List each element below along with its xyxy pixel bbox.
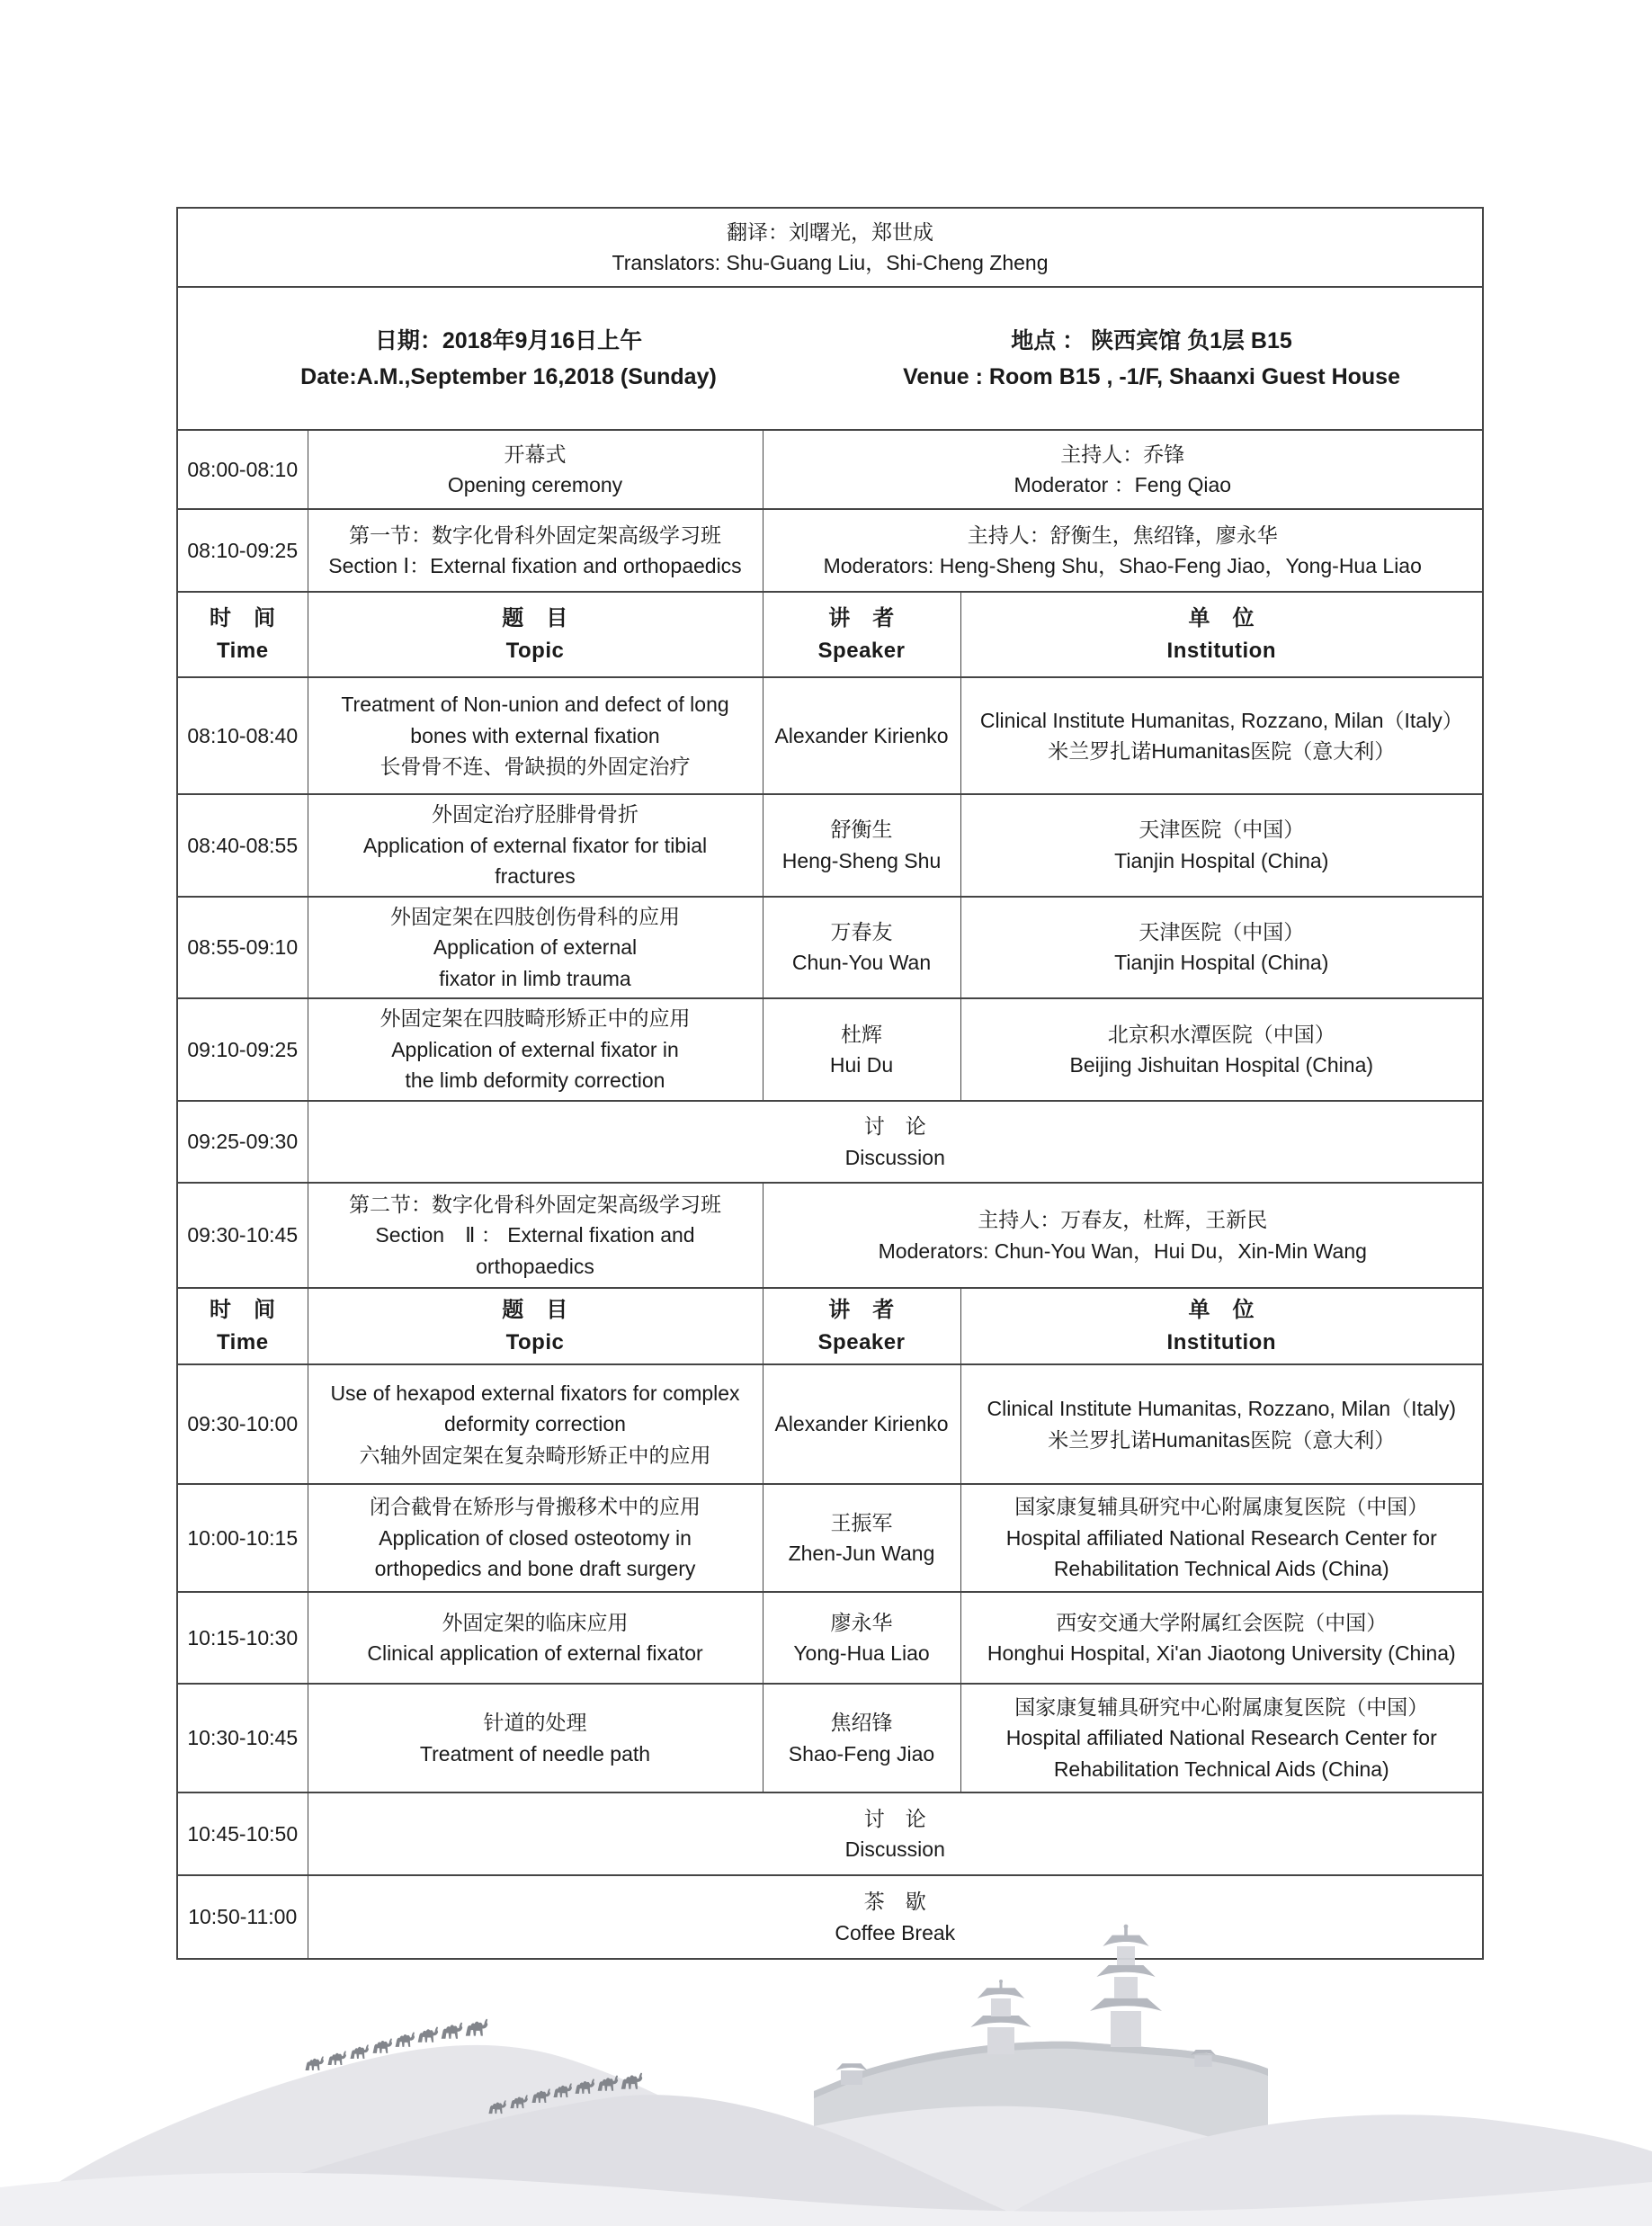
time-cell: 10:30-10:45 xyxy=(177,1684,308,1792)
speaker-cell: 万春友 Chun-You Wan xyxy=(763,897,960,999)
section-title-cell: 第二节：数字化骨科外固定架高级学习班 Section Ⅱ ： External fixation and orthopaedics xyxy=(308,1183,763,1288)
discussion-row xyxy=(177,1792,1483,1875)
discussion-cell: 讨 论 Discussion xyxy=(308,1101,1483,1183)
moderators-cell: 主持人：舒衡生，焦绍锋，廖永华 Moderators: Heng-Sheng Shu，Shao-Feng Jiao，Yong-Hua Liao xyxy=(763,509,1483,592)
topic-cell: Use of hexapod external fixators for complex deformity correction 六轴外固定架在复杂畸形矫正中的应用 xyxy=(308,1364,763,1484)
moderators-cell: 主持人：乔锋 Moderator ：Feng Qiao xyxy=(763,430,1483,509)
speaker-header: 讲 者 Speaker xyxy=(763,1288,960,1364)
topic-cell: 外固定治疗胫腓骨骨折 Application of external fixator for tibial fractures xyxy=(308,794,763,897)
section-title-cell: 第一节：数字化骨科外固定架高级学习班 Section Ⅰ：External fixation and orthopaedics xyxy=(308,509,763,592)
time-header: 时 间 Time xyxy=(177,592,308,677)
time-cell: 10:45-10:50 xyxy=(177,1792,308,1875)
time-cell: 10:50-11:00 xyxy=(177,1875,308,1959)
translators-row xyxy=(177,208,1483,287)
talk-row xyxy=(177,1684,1483,1792)
topic-cell: 针道的处理 Treatment of needle path xyxy=(308,1684,763,1792)
date-venue-cell xyxy=(177,287,1483,430)
institution-cell: Clinical Institute Humanitas, Rozzano, Milan（Italy） 米兰罗扎诺Humanitas医院（意大利） xyxy=(960,677,1483,794)
time-cell: 10:15-10:30 xyxy=(177,1592,308,1684)
institution-cell: Clinical Institute Humanitas, Rozzano, Milan（Italy) 米兰罗扎诺Humanitas医院（意大利） xyxy=(960,1364,1483,1484)
talk-row xyxy=(177,1364,1483,1484)
silk-road-artwork xyxy=(0,1871,1652,2226)
talk-row xyxy=(177,998,1483,1101)
talk-row xyxy=(177,677,1483,794)
topic-cell: 外固定架在四肢畸形矫正中的应用 Application of external fixator in the limb deformity correction xyxy=(308,998,763,1101)
topic-cell: 外固定架在四肢创伤骨科的应用 Application of external fixator in limb trauma xyxy=(308,897,763,999)
moderators-cell: 主持人：万春友，杜辉，王新民 Moderators: Chun-You Wan，Hui Du，Xin-Min Wang xyxy=(763,1183,1483,1288)
topic-cell: 开幕式 Opening ceremony xyxy=(308,430,763,509)
institution-cell: 天津医院（中国） Tianjin Hospital (China) xyxy=(960,794,1483,897)
date-text: 日期：2018年9月16日上午 Date:A.M.,September 16,2018 (Sunday) xyxy=(300,327,717,389)
translators-cell: 翻译：刘曙光，郑世成 Translators: Shu-Guang Liu，Shi-Cheng Zheng xyxy=(177,208,1483,287)
institution-header: 单 位 Institution xyxy=(960,1288,1483,1364)
time-cell: 09:30-10:00 xyxy=(177,1364,308,1484)
opening-ceremony-row xyxy=(177,430,1483,509)
topic-header: 题 目 Topic xyxy=(308,592,763,677)
discussion-row xyxy=(177,1101,1483,1183)
speaker-cell: 廖永华 Yong-Hua Liao xyxy=(763,1592,960,1684)
venue-text: 地点 ： 陕西宾馆 负1层 B15 Venue : Room B15 , -1/F, Shaanxi Guest House xyxy=(903,327,1400,389)
talk-row xyxy=(177,897,1483,999)
talk-row xyxy=(177,1592,1483,1684)
institution-cell: 西安交通大学附属红会医院（中国） Honghui Hospital, Xi'an Jiaotong University (China) xyxy=(960,1592,1483,1684)
speaker-cell: 舒衡生 Heng-Sheng Shu xyxy=(763,794,960,897)
time-cell: 08:40-08:55 xyxy=(177,794,308,897)
talk-row xyxy=(177,794,1483,897)
coffee-break-cell: 茶 歇 Coffee Break xyxy=(308,1875,1483,1959)
time-cell: 08:00-08:10 xyxy=(177,430,308,509)
date-venue-row xyxy=(177,287,1483,430)
schedule-table xyxy=(176,207,1484,1960)
discussion-cell: 讨 论 Discussion xyxy=(308,1792,1483,1875)
time-cell: 10:00-10:15 xyxy=(177,1484,308,1592)
column-header-row xyxy=(177,592,1483,677)
time-cell: 08:10-08:40 xyxy=(177,677,308,794)
topic-cell: 外固定架的临床应用 Clinical application of external fixator xyxy=(308,1592,763,1684)
institution-cell: 国家康复辅具研究中心附属康复医院（中国） Hospital affiliated National Research Center for Rehabilitation Technical Aids (China) xyxy=(960,1484,1483,1592)
time-header: 时 间 Time xyxy=(177,1288,308,1364)
institution-cell: 国家康复辅具研究中心附属康复医院（中国） Hospital affiliated National Research Center for Rehabilitation Technical Aids (China) xyxy=(960,1684,1483,1792)
topic-cell: 闭合截骨在矫形与骨搬移术中的应用 Application of closed osteotomy in orthopedics and bone draft surgery xyxy=(308,1484,763,1592)
talk-row xyxy=(177,1484,1483,1592)
speaker-cell: Alexander Kirienko xyxy=(763,677,960,794)
speaker-cell: 焦绍锋 Shao-Feng Jiao xyxy=(763,1684,960,1792)
speaker-cell: 杜辉 Hui Du xyxy=(763,998,960,1101)
section-1-row xyxy=(177,509,1483,592)
institution-header: 单 位 Institution xyxy=(960,592,1483,677)
column-header-row xyxy=(177,1288,1483,1364)
time-cell: 09:25-09:30 xyxy=(177,1101,308,1183)
time-cell: 08:10-09:25 xyxy=(177,509,308,592)
time-cell: 08:55-09:10 xyxy=(177,897,308,999)
topic-cell: Treatment of Non-union and defect of long bones with external fixation 长骨骨不连、骨缺损的外固定治疗 xyxy=(308,677,763,794)
section-2-row xyxy=(177,1183,1483,1288)
time-cell: 09:30-10:45 xyxy=(177,1183,308,1288)
speaker-header: 讲 者 Speaker xyxy=(763,592,960,677)
topic-header: 题 目 Topic xyxy=(308,1288,763,1364)
time-cell: 09:10-09:25 xyxy=(177,998,308,1101)
speaker-cell: Alexander Kirienko xyxy=(763,1364,960,1484)
speaker-cell: 王振军 Zhen-Jun Wang xyxy=(763,1484,960,1592)
institution-cell: 天津医院（中国） Tianjin Hospital (China) xyxy=(960,897,1483,999)
institution-cell: 北京积水潭医院（中国） Beijing Jishuitan Hospital (China) xyxy=(960,998,1483,1101)
